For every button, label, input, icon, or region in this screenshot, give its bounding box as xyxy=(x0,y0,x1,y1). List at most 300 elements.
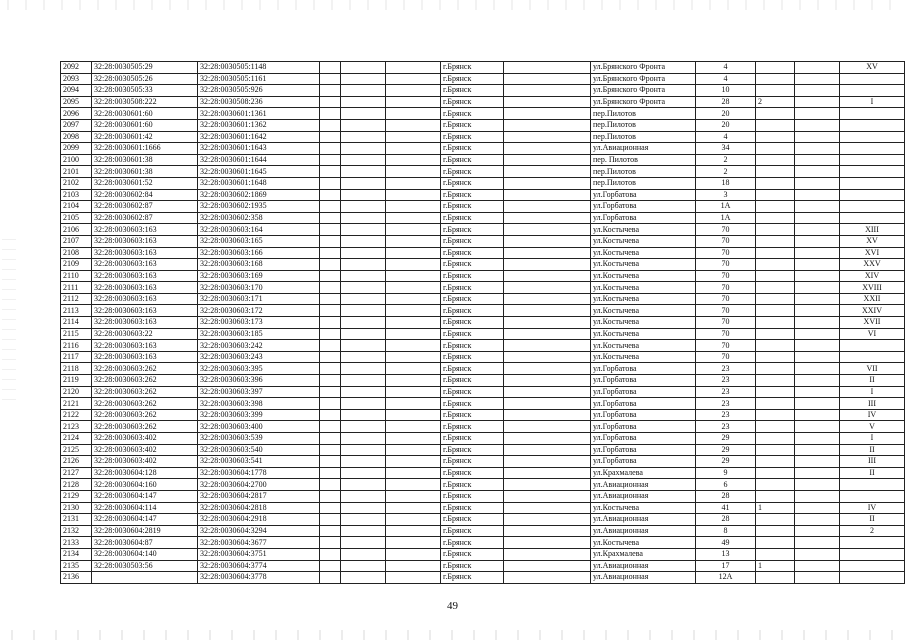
empty-cell xyxy=(504,85,591,97)
parcel-number-cell: 32:28:0030603:402 xyxy=(92,456,198,468)
table-row xyxy=(61,572,905,584)
street-cell: ул.Брянского Фронта xyxy=(591,85,696,97)
table-row xyxy=(61,73,905,85)
city-cell: г.Брянск xyxy=(441,433,504,445)
empty-cell xyxy=(320,247,341,259)
table-row xyxy=(61,201,905,213)
building-cell xyxy=(756,270,795,282)
city-cell: г.Брянск xyxy=(441,375,504,387)
building-cell xyxy=(756,85,795,97)
parcel-number-cell: 32:28:0030603:402 xyxy=(92,444,198,456)
empty-cell xyxy=(386,398,441,410)
object-number-cell: 32:28:0030603:242 xyxy=(198,340,320,352)
empty-cell xyxy=(504,224,591,236)
street-cell: пер. Пилотов xyxy=(591,154,696,166)
building-cell xyxy=(756,282,795,294)
building-cell xyxy=(756,224,795,236)
street-cell: ул.Горбатова xyxy=(591,189,696,201)
building-cell xyxy=(756,212,795,224)
scan-noise-top xyxy=(0,0,905,10)
object-number-cell: 32:28:0030604:3677 xyxy=(198,537,320,549)
unit-cell: XXIV xyxy=(840,305,905,317)
building-cell xyxy=(756,548,795,560)
empty-cell xyxy=(341,143,386,155)
empty-cell xyxy=(320,119,341,131)
parcel-number-cell: 32:28:0030604:147 xyxy=(92,490,198,502)
empty-cell xyxy=(795,224,840,236)
parcel-number-cell: 32:28:0030603:163 xyxy=(92,351,198,363)
table-row xyxy=(61,433,905,445)
empty-cell xyxy=(386,166,441,178)
parcel-number-cell: 32:28:0030503:56 xyxy=(92,560,198,572)
unit-cell: XIV xyxy=(840,270,905,282)
table-row xyxy=(61,351,905,363)
parcel-number-cell: 32:28:0030604:128 xyxy=(92,467,198,479)
row-number-cell: 2099 xyxy=(61,143,92,155)
empty-cell xyxy=(386,433,441,445)
row-number-cell: 2092 xyxy=(61,62,92,74)
empty-cell xyxy=(504,340,591,352)
empty-cell xyxy=(504,108,591,120)
empty-cell xyxy=(504,166,591,178)
street-cell: ул.Костычева xyxy=(591,502,696,514)
house-number-cell: 23 xyxy=(696,421,756,433)
empty-cell xyxy=(504,479,591,491)
city-cell: г.Брянск xyxy=(441,212,504,224)
city-cell: г.Брянск xyxy=(441,108,504,120)
empty-cell xyxy=(386,572,441,584)
table-row xyxy=(61,270,905,282)
empty-cell xyxy=(504,201,591,213)
row-number-cell: 2114 xyxy=(61,317,92,329)
building-cell xyxy=(756,409,795,421)
empty-cell xyxy=(386,409,441,421)
unit-cell: V xyxy=(840,421,905,433)
house-number-cell: 1А xyxy=(696,201,756,213)
row-number-cell: 2134 xyxy=(61,548,92,560)
empty-cell xyxy=(795,514,840,526)
empty-cell xyxy=(795,444,840,456)
building-cell xyxy=(756,537,795,549)
row-number-cell: 2105 xyxy=(61,212,92,224)
empty-cell xyxy=(504,154,591,166)
object-number-cell: 32:28:0030508:236 xyxy=(198,96,320,108)
row-number-cell: 2113 xyxy=(61,305,92,317)
empty-cell xyxy=(320,444,341,456)
parcel-number-cell: 32:28:0030505:33 xyxy=(92,85,198,97)
empty-cell xyxy=(795,537,840,549)
street-cell: ул.Брянского Фронта xyxy=(591,62,696,74)
table-row xyxy=(61,317,905,329)
empty-cell xyxy=(341,456,386,468)
empty-cell xyxy=(320,548,341,560)
empty-cell xyxy=(320,560,341,572)
parcel-number-cell: 32:28:0030604:160 xyxy=(92,479,198,491)
street-cell: ул.Костычева xyxy=(591,305,696,317)
city-cell: г.Брянск xyxy=(441,85,504,97)
building-cell xyxy=(756,305,795,317)
empty-cell xyxy=(386,375,441,387)
property-register-table xyxy=(60,61,905,584)
parcel-number-cell: 32:28:0030603:163 xyxy=(92,224,198,236)
empty-cell xyxy=(386,386,441,398)
house-number-cell: 6 xyxy=(696,479,756,491)
house-number-cell: 12А xyxy=(696,572,756,584)
table-row xyxy=(61,560,905,572)
empty-cell xyxy=(341,108,386,120)
empty-cell xyxy=(386,143,441,155)
street-cell: ул.Авиационная xyxy=(591,490,696,502)
house-number-cell: 23 xyxy=(696,375,756,387)
house-number-cell: 70 xyxy=(696,340,756,352)
empty-cell xyxy=(386,73,441,85)
row-number-cell: 2117 xyxy=(61,351,92,363)
city-cell: г.Брянск xyxy=(441,235,504,247)
street-cell: ул.Костычева xyxy=(591,247,696,259)
city-cell: г.Брянск xyxy=(441,548,504,560)
empty-cell xyxy=(504,177,591,189)
row-number-cell: 2122 xyxy=(61,409,92,421)
table-row xyxy=(61,479,905,491)
empty-cell xyxy=(795,548,840,560)
row-number-cell: 2112 xyxy=(61,293,92,305)
building-cell xyxy=(756,351,795,363)
empty-cell xyxy=(341,85,386,97)
object-number-cell: 32:28:0030505:1161 xyxy=(198,73,320,85)
building-cell xyxy=(756,235,795,247)
building-cell xyxy=(756,514,795,526)
house-number-cell: 3 xyxy=(696,189,756,201)
empty-cell xyxy=(320,201,341,213)
building-cell xyxy=(756,340,795,352)
object-number-cell: 32:28:0030601:1361 xyxy=(198,108,320,120)
table-row xyxy=(61,235,905,247)
city-cell: г.Брянск xyxy=(441,409,504,421)
object-number-cell: 32:28:0030604:3294 xyxy=(198,525,320,537)
table-row xyxy=(61,62,905,74)
empty-cell xyxy=(386,154,441,166)
building-cell xyxy=(756,479,795,491)
unit-cell: II xyxy=(840,514,905,526)
empty-cell xyxy=(795,572,840,584)
row-number-cell: 2126 xyxy=(61,456,92,468)
empty-cell xyxy=(386,259,441,271)
unit-cell xyxy=(840,143,905,155)
empty-cell xyxy=(504,212,591,224)
empty-cell xyxy=(795,189,840,201)
house-number-cell: 17 xyxy=(696,560,756,572)
city-cell: г.Брянск xyxy=(441,363,504,375)
unit-cell: 2 xyxy=(840,525,905,537)
object-number-cell: 32:28:0030601:1642 xyxy=(198,131,320,143)
empty-cell xyxy=(386,108,441,120)
building-cell xyxy=(756,317,795,329)
empty-cell xyxy=(320,166,341,178)
city-cell: г.Брянск xyxy=(441,456,504,468)
empty-cell xyxy=(320,537,341,549)
unit-cell: VII xyxy=(840,363,905,375)
empty-cell xyxy=(504,62,591,74)
empty-cell xyxy=(320,143,341,155)
empty-cell xyxy=(320,62,341,74)
empty-cell xyxy=(795,235,840,247)
street-cell: пер.Пилотов xyxy=(591,166,696,178)
building-cell xyxy=(756,293,795,305)
empty-cell xyxy=(341,259,386,271)
empty-cell xyxy=(320,433,341,445)
empty-cell xyxy=(795,409,840,421)
empty-cell xyxy=(504,270,591,282)
empty-cell xyxy=(795,421,840,433)
parcel-number-cell: 32:28:0030603:163 xyxy=(92,259,198,271)
parcel-number-cell: 32:28:0030602:87 xyxy=(92,212,198,224)
unit-cell xyxy=(840,73,905,85)
street-cell: пер.Пилотов xyxy=(591,131,696,143)
empty-cell xyxy=(386,247,441,259)
object-number-cell: 32:28:0030603:397 xyxy=(198,386,320,398)
empty-cell xyxy=(795,490,840,502)
city-cell: г.Брянск xyxy=(441,305,504,317)
empty-cell xyxy=(341,62,386,74)
house-number-cell: 4 xyxy=(696,131,756,143)
empty-cell xyxy=(504,409,591,421)
empty-cell xyxy=(504,386,591,398)
empty-cell xyxy=(504,305,591,317)
unit-cell xyxy=(840,166,905,178)
city-cell: г.Брянск xyxy=(441,421,504,433)
empty-cell xyxy=(386,560,441,572)
row-number-cell: 2124 xyxy=(61,433,92,445)
city-cell: г.Брянск xyxy=(441,317,504,329)
parcel-number-cell: 32:28:0030603:262 xyxy=(92,421,198,433)
row-number-cell: 2108 xyxy=(61,247,92,259)
street-cell: ул.Горбатова xyxy=(591,421,696,433)
table-row xyxy=(61,398,905,410)
table-row xyxy=(61,85,905,97)
house-number-cell: 70 xyxy=(696,282,756,294)
table-row xyxy=(61,131,905,143)
unit-cell xyxy=(840,572,905,584)
table-row xyxy=(61,154,905,166)
building-cell xyxy=(756,259,795,271)
house-number-cell: 29 xyxy=(696,456,756,468)
table-row xyxy=(61,108,905,120)
parcel-number-cell: 32:28:0030603:402 xyxy=(92,433,198,445)
empty-cell xyxy=(795,177,840,189)
house-number-cell: 4 xyxy=(696,73,756,85)
table-row xyxy=(61,467,905,479)
street-cell: ул.Горбатова xyxy=(591,363,696,375)
parcel-number-cell: 32:28:0030603:262 xyxy=(92,409,198,421)
building-cell xyxy=(756,328,795,340)
empty-cell xyxy=(341,409,386,421)
empty-cell xyxy=(320,317,341,329)
object-number-cell: 32:28:0030604:2818 xyxy=(198,502,320,514)
empty-cell xyxy=(504,398,591,410)
empty-cell xyxy=(386,85,441,97)
empty-cell xyxy=(795,143,840,155)
empty-cell xyxy=(320,467,341,479)
house-number-cell: 23 xyxy=(696,386,756,398)
empty-cell xyxy=(320,85,341,97)
empty-cell xyxy=(386,201,441,213)
object-number-cell: 32:28:0030604:1778 xyxy=(198,467,320,479)
object-number-cell: 32:28:0030603:541 xyxy=(198,456,320,468)
empty-cell xyxy=(386,514,441,526)
street-cell: ул.Костычева xyxy=(591,328,696,340)
house-number-cell: 23 xyxy=(696,409,756,421)
empty-cell xyxy=(341,305,386,317)
parcel-number-cell: 32:28:0030602:87 xyxy=(92,201,198,213)
empty-cell xyxy=(341,467,386,479)
empty-cell xyxy=(504,490,591,502)
unit-cell: II xyxy=(840,467,905,479)
empty-cell xyxy=(341,189,386,201)
city-cell: г.Брянск xyxy=(441,259,504,271)
house-number-cell: 23 xyxy=(696,363,756,375)
parcel-number-cell: 32:28:0030602:84 xyxy=(92,189,198,201)
building-cell xyxy=(756,154,795,166)
empty-cell xyxy=(795,340,840,352)
empty-cell xyxy=(504,444,591,456)
city-cell: г.Брянск xyxy=(441,143,504,155)
street-cell: ул.Горбатова xyxy=(591,375,696,387)
table-row xyxy=(61,537,905,549)
city-cell: г.Брянск xyxy=(441,119,504,131)
parcel-number-cell: 32:28:0030601:38 xyxy=(92,154,198,166)
empty-cell xyxy=(341,560,386,572)
street-cell: пер.Пилотов xyxy=(591,177,696,189)
object-number-cell: 32:28:0030603:171 xyxy=(198,293,320,305)
empty-cell xyxy=(504,456,591,468)
parcel-number-cell xyxy=(92,572,198,584)
empty-cell xyxy=(386,96,441,108)
empty-cell xyxy=(795,386,840,398)
street-cell: ул.Горбатова xyxy=(591,212,696,224)
object-number-cell: 32:28:0030505:1148 xyxy=(198,62,320,74)
empty-cell xyxy=(795,525,840,537)
empty-cell xyxy=(504,421,591,433)
unit-cell: XXV xyxy=(840,259,905,271)
empty-cell xyxy=(320,189,341,201)
table-row xyxy=(61,490,905,502)
empty-cell xyxy=(341,572,386,584)
empty-cell xyxy=(386,293,441,305)
empty-cell xyxy=(320,305,341,317)
street-cell: ул.Авиационная xyxy=(591,572,696,584)
parcel-number-cell: 32:28:0030601:38 xyxy=(92,166,198,178)
street-cell: ул.Горбатова xyxy=(591,398,696,410)
city-cell: г.Брянск xyxy=(441,444,504,456)
empty-cell xyxy=(320,282,341,294)
parcel-number-cell: 32:28:0030601:1666 xyxy=(92,143,198,155)
city-cell: г.Брянск xyxy=(441,351,504,363)
city-cell: г.Брянск xyxy=(441,293,504,305)
empty-cell xyxy=(341,548,386,560)
empty-cell xyxy=(341,479,386,491)
building-cell xyxy=(756,177,795,189)
scan-noise-left xyxy=(2,230,16,400)
table-row xyxy=(61,189,905,201)
empty-cell xyxy=(386,363,441,375)
object-number-cell: 32:28:0030603:165 xyxy=(198,235,320,247)
empty-cell xyxy=(320,525,341,537)
unit-cell xyxy=(840,351,905,363)
row-number-cell: 2102 xyxy=(61,177,92,189)
unit-cell xyxy=(840,479,905,491)
building-cell xyxy=(756,398,795,410)
building-cell xyxy=(756,189,795,201)
building-cell xyxy=(756,166,795,178)
city-cell: г.Брянск xyxy=(441,131,504,143)
empty-cell xyxy=(386,189,441,201)
street-cell: ул.Костычева xyxy=(591,270,696,282)
city-cell: г.Брянск xyxy=(441,282,504,294)
unit-cell: II xyxy=(840,444,905,456)
street-cell: ул.Авиационная xyxy=(591,514,696,526)
empty-cell xyxy=(504,467,591,479)
street-cell: ул.Горбатова xyxy=(591,201,696,213)
street-cell: ул.Костычева xyxy=(591,259,696,271)
row-number-cell: 2095 xyxy=(61,96,92,108)
row-number-cell: 2100 xyxy=(61,154,92,166)
parcel-number-cell: 32:28:0030603:22 xyxy=(92,328,198,340)
unit-cell: III xyxy=(840,398,905,410)
street-cell: ул.Крахмалева xyxy=(591,467,696,479)
empty-cell xyxy=(795,119,840,131)
parcel-number-cell: 32:28:0030603:262 xyxy=(92,363,198,375)
parcel-number-cell: 32:28:0030604:140 xyxy=(92,548,198,560)
empty-cell xyxy=(795,212,840,224)
unit-cell: III xyxy=(840,456,905,468)
parcel-number-cell: 32:28:0030603:163 xyxy=(92,305,198,317)
empty-cell xyxy=(386,502,441,514)
building-cell xyxy=(756,525,795,537)
parcel-number-cell: 32:28:0030603:163 xyxy=(92,270,198,282)
object-number-cell: 32:28:0030603:169 xyxy=(198,270,320,282)
parcel-number-cell: 32:28:0030603:163 xyxy=(92,317,198,329)
parcel-number-cell: 32:28:0030603:163 xyxy=(92,340,198,352)
empty-cell xyxy=(504,537,591,549)
object-number-cell: 32:28:0030603:173 xyxy=(198,317,320,329)
empty-cell xyxy=(386,119,441,131)
house-number-cell: 41 xyxy=(696,502,756,514)
row-number-cell: 2093 xyxy=(61,73,92,85)
unit-cell xyxy=(840,131,905,143)
empty-cell xyxy=(795,293,840,305)
city-cell: г.Брянск xyxy=(441,572,504,584)
object-number-cell: 32:28:0030601:1643 xyxy=(198,143,320,155)
empty-cell xyxy=(320,108,341,120)
house-number-cell: 70 xyxy=(696,259,756,271)
table-row xyxy=(61,212,905,224)
empty-cell xyxy=(795,259,840,271)
city-cell: г.Брянск xyxy=(441,467,504,479)
unit-cell xyxy=(840,108,905,120)
empty-cell xyxy=(341,235,386,247)
unit-cell xyxy=(840,340,905,352)
empty-cell xyxy=(341,201,386,213)
building-cell xyxy=(756,490,795,502)
scan-noise-bottom xyxy=(0,630,905,640)
empty-cell xyxy=(504,247,591,259)
empty-cell xyxy=(504,143,591,155)
street-cell: ул.Брянского Фронта xyxy=(591,96,696,108)
empty-cell xyxy=(504,375,591,387)
parcel-number-cell: 32:28:0030603:163 xyxy=(92,247,198,259)
house-number-cell: 20 xyxy=(696,108,756,120)
street-cell: ул.Горбатова xyxy=(591,456,696,468)
